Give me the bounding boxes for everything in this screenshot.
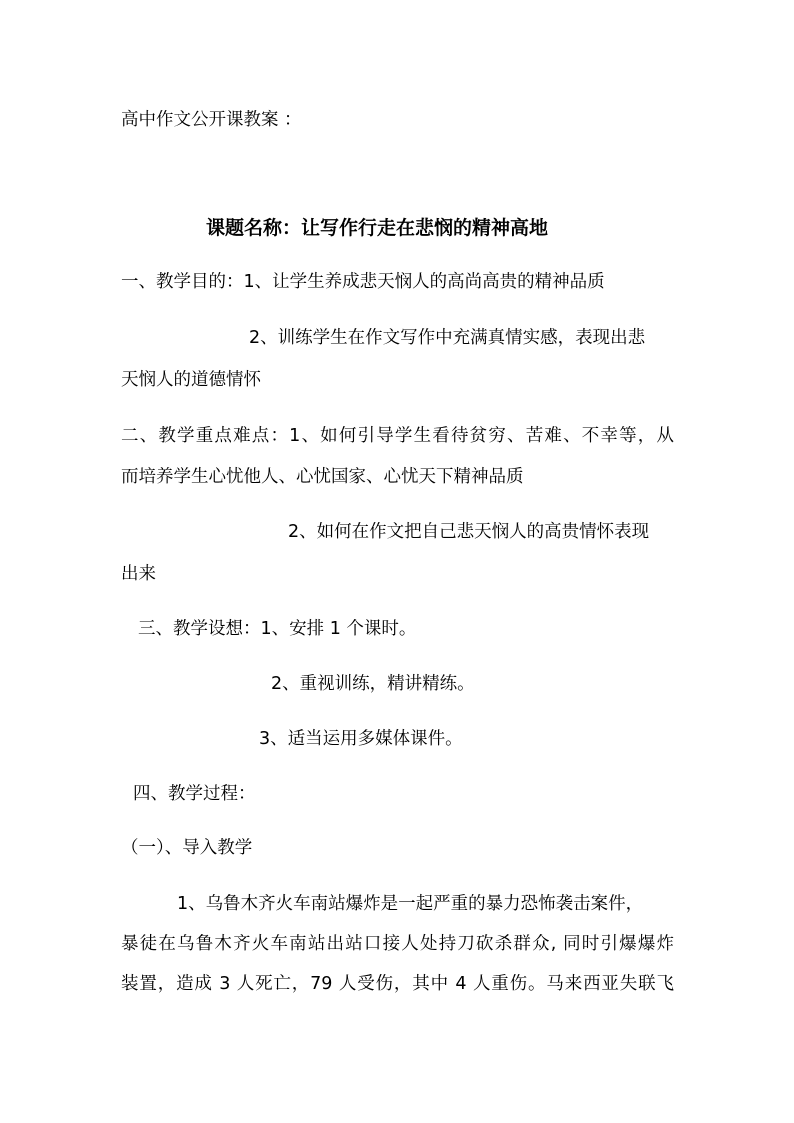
paragraph-line-1: 1、乌鲁木齐火车南站爆炸是一起严重的暴力恐怖袭击案件， <box>177 894 644 914</box>
teaching-plan-line-3: 3、适当运用多媒体课件。 <box>259 729 463 749</box>
section-heading-process: 四、教学过程： <box>133 784 256 804</box>
key-points-line-3: 2、如何在作文把自己悲天悯人的高贵情怀表现 <box>288 522 650 542</box>
teaching-plan-line-2: 2、重视训练，精讲精练。 <box>271 674 475 694</box>
objective-line-3: 天悯人的道德情怀 <box>121 370 261 390</box>
teaching-plan-line-1: 三、教学设想：1、安排 1 个课时。 <box>138 619 417 639</box>
subsection-heading-intro: （一）、导入教学 <box>121 838 253 858</box>
key-points-line-4: 出来 <box>121 564 156 584</box>
key-points-line-1: 二、教学重点难点：1、如何引导学生看待贫穷、苦难、不幸等，从 <box>121 426 674 446</box>
lesson-title: 课题名称：让写作行走在悲悯的精神高地 <box>206 217 549 239</box>
objective-line-1: 一、教学目的：1、让学生养成悲天悯人的高尚高贵的精神品质 <box>121 272 605 292</box>
document-header: 高中作文公开课教案 ： <box>121 110 302 130</box>
objective-line-2: 2、训练学生在作文写作中充满真情实感，表现出悲 <box>249 328 646 348</box>
key-points-line-2: 而培养学生心忧他人、心忧国家、心忧天下精神品质 <box>121 467 524 487</box>
paragraph-line-2: 暴徒在乌鲁木齐火车南站出站口接人处持刀砍杀群众, 同时引爆爆炸 <box>121 934 674 954</box>
paragraph-line-3: 装置，造成 3 人死亡，79 人受伤，其中 4 人重伤。马来西亚失联飞 <box>121 974 674 994</box>
